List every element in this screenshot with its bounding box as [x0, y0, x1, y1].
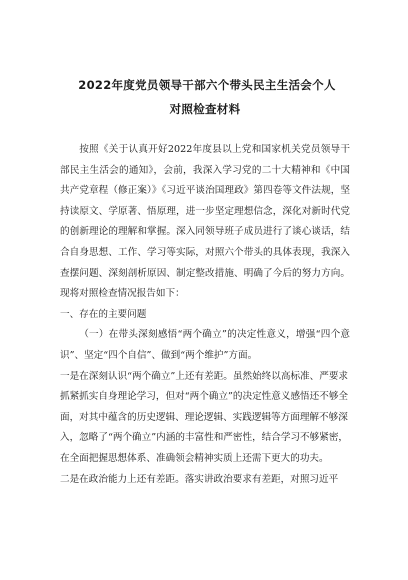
document-title-line-1: 2022年度党员领导干部六个带头民主生活会个人	[78, 78, 336, 92]
subsection-heading: （一）在带头深刻感悟“两个确立”的决定性意义，增强“四个意识”、坚定“四个自信”、做到“两个维护”方面。	[60, 329, 350, 361]
section-heading: 一、存在的主要问题	[60, 308, 147, 320]
document-body	[60, 140, 350, 490]
point-paragraph-1: 一是在深刻认识“两个确立”上还有差距。虽然始终以高标准、严要求抓紧抓实自身理论学习，但对“两个确立”的决定性意义感悟还不够全面，对其中蕴含的历史逻辑、理论逻辑、实践逻辑等方面理解不够深入，忽略了“两个确立”内涵的丰富性和严密性，结合学习不够紧密，在全面把握思想体系、准确领会精神实质上还需下更大的功夫。	[60, 370, 349, 464]
document-title-line-2: 对照检查材料	[169, 102, 241, 116]
intro-paragraph: 按照《关于认真开好2022年度县以上党和国家机关党员领导干部民主生活会的通知》，会前，我深入学习党的二十大精神和《中国共产党章程（修正案）》《习近平谈治国理政》第四卷等文件法规，坚持读原文、学原著、悟原理，进一步坚定理想信念，深化对新时代党的创新理论的理解和掌握。深入同领导班子成员进行了谈心谈话，结合自身思想、工作、学习等实际，对照六个带头的具体表现，我深入查摆问题、深刻剖析原因、制定整改措施、明确了今后的努力方向。现将对照检查情况报告如下：	[60, 144, 350, 300]
point-paragraph-2: 二是在政治能力上还有差距。落实讲政治要求有差距，对照习近平	[60, 473, 339, 485]
